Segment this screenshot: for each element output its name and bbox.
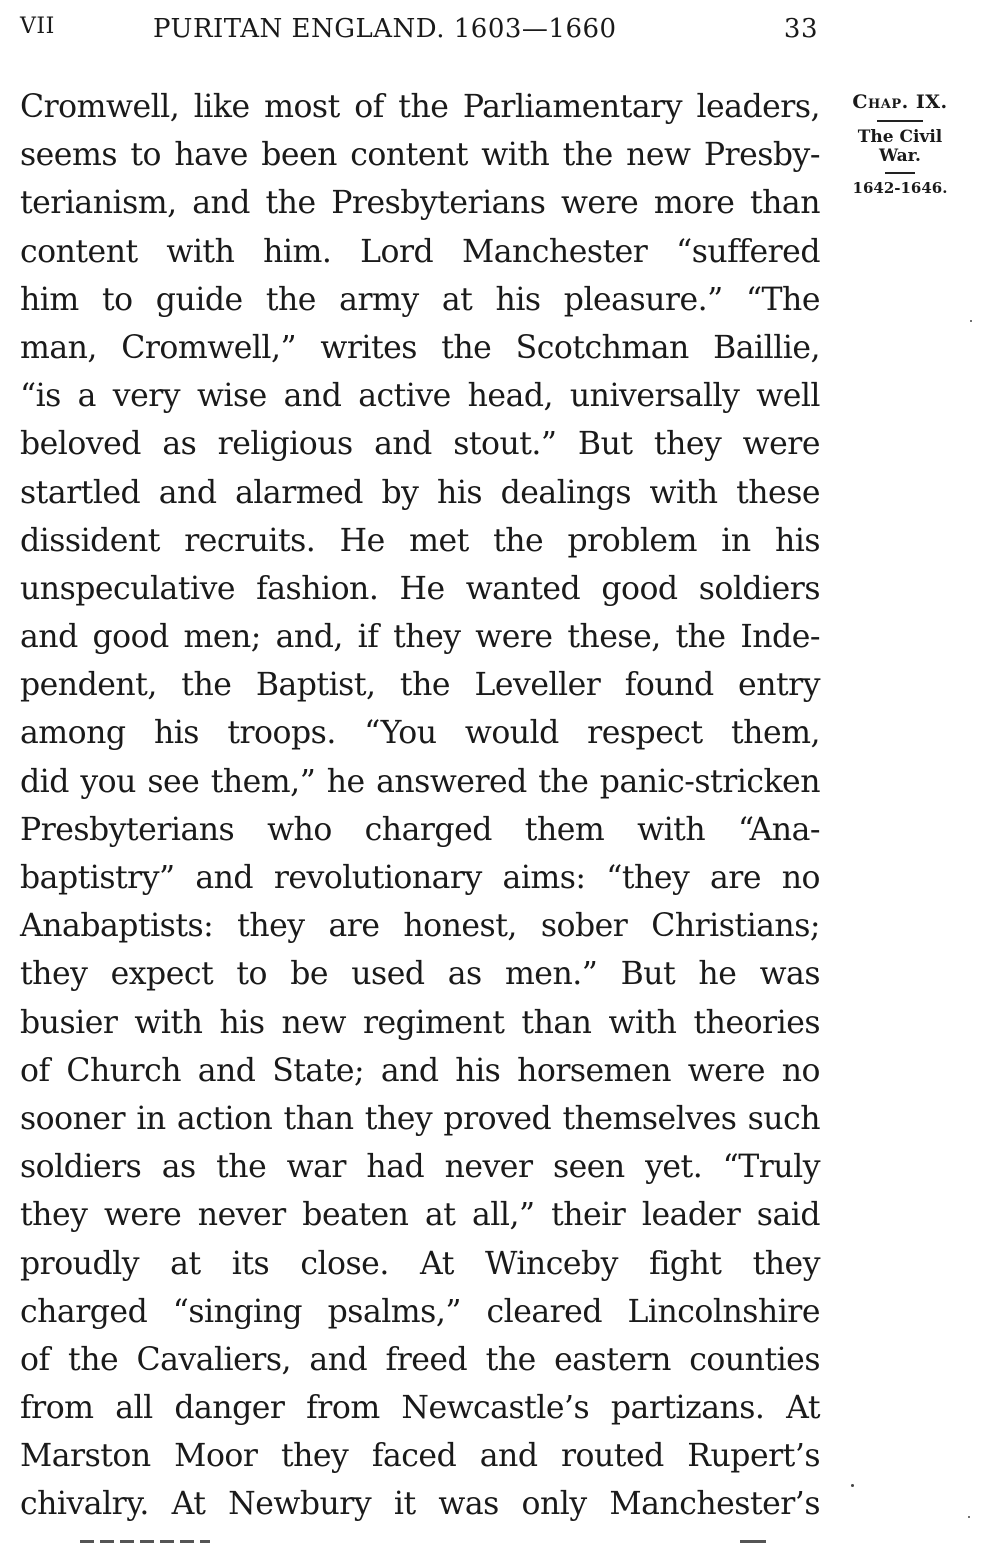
sidenote-dates: 1642-1646. — [852, 179, 948, 197]
text-line: soldiers as the war had never seen yet. “Truly — [20, 1149, 820, 1186]
text-line: from all danger from Newcastle’s partizans. At — [20, 1390, 820, 1427]
cropped-signature-line — [60, 1540, 820, 1548]
cropped-text-fragment — [80, 1540, 210, 1543]
text-line: they were never beaten at all,” their leader said — [20, 1197, 820, 1234]
text-line: proudly at its close. At Winceby fight they — [20, 1245, 820, 1282]
body-text — [20, 83, 820, 1529]
print-speck — [970, 320, 972, 322]
running-head-chapter: VII — [20, 14, 55, 39]
text-line: Anabaptists: they are honest, sober Christians; — [20, 908, 820, 945]
text-line: they expect to be used as men.” But he was — [20, 956, 820, 993]
text-line: terianism, and the Presbyterians were more than — [20, 185, 820, 222]
text-line: charged “singing psalms,” cleared Lincolnshire — [20, 1293, 820, 1330]
text-line: beloved as religious and stout.” But they were — [20, 426, 820, 463]
sidenote-chapter: Chap. IX. — [852, 91, 948, 113]
running-head-title: PURITAN ENGLAND. 1603—1660 — [153, 14, 617, 44]
text-line: did you see them,” he answered the panic-stricken — [20, 763, 820, 800]
sidenote-rule — [885, 172, 915, 174]
text-line: sooner in action than they proved themselves such — [20, 1100, 820, 1137]
text-line: chivalry. At Newbury it was only Manchester’s — [20, 1486, 820, 1523]
cropped-text-fragment — [740, 1540, 766, 1543]
page-number: 33 — [783, 14, 818, 44]
text-line: of Church and State; and his horsemen were no — [20, 1052, 820, 1089]
text-line: seems to have been content with the new Presby- — [20, 137, 820, 174]
sidenote-topic-line: War. — [879, 146, 921, 166]
margin-sidenote — [838, 92, 962, 198]
text-line: of the Cavaliers, and freed the eastern counties — [20, 1341, 820, 1378]
text-line: dissident recruits. He met the problem in his — [20, 522, 820, 559]
print-speck — [851, 1484, 854, 1487]
running-head — [20, 14, 820, 50]
text-line: startled and alarmed by his dealings with these — [20, 474, 820, 511]
text-line: “is a very wise and active head, universally well — [20, 378, 820, 415]
sidenote-topic-line: The Civil — [857, 127, 943, 147]
text-line: baptistry” and revolutionary aims: “they are no — [20, 860, 820, 896]
text-line: unspeculative fashion. He wanted good soldiers — [20, 570, 820, 607]
text-line: man, Cromwell,” writes the Scotchman Baillie, — [20, 329, 820, 366]
print-speck — [968, 1516, 970, 1518]
text-line: content with him. Lord Manchester “suffered — [20, 233, 820, 270]
text-line: him to guide the army at his pleasure.” “The — [20, 281, 820, 318]
text-line: and good men; and, if they were these, the Inde- — [20, 619, 820, 656]
text-line: Cromwell, like most of the Parliamentary leaders, — [20, 89, 820, 125]
text-line: Presbyterians who charged them with “Ana- — [20, 811, 820, 848]
text-line: busier with his new regiment than with theories — [20, 1004, 820, 1041]
text-line: Marston Moor they faced and routed Rupert’s — [20, 1438, 820, 1475]
sidenote-rule — [877, 120, 923, 122]
text-line: pendent, the Baptist, the Leveller found entry — [20, 667, 820, 704]
text-line: among his troops. “You would respect them, — [20, 715, 820, 752]
